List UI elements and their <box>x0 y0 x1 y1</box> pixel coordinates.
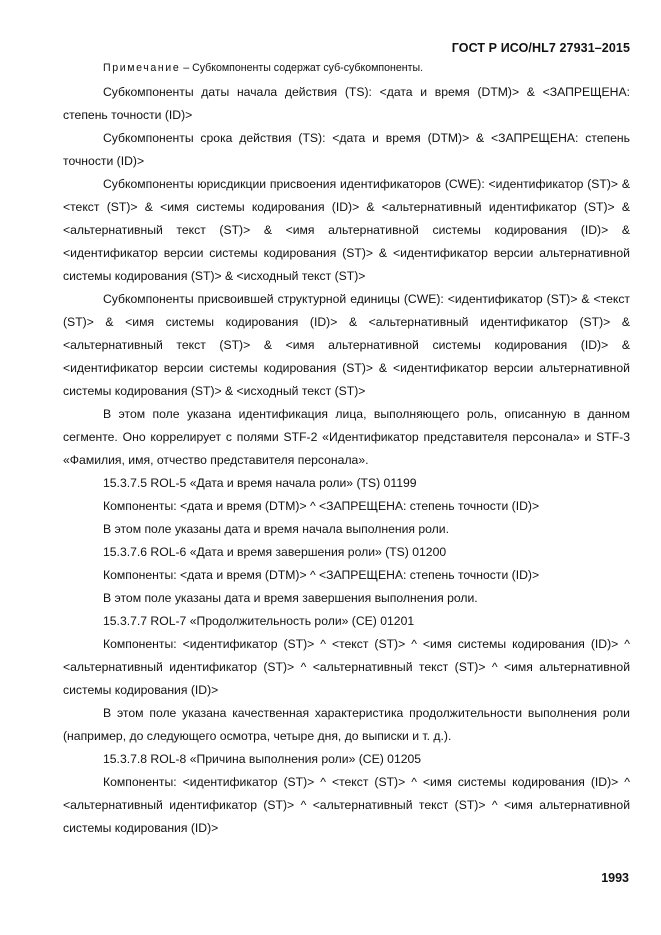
paragraph-rol-5-components: Компоненты: <дата и время (DTM)> ^ <ЗАПРЕЩЕНА: степень точности (ID)> <box>103 499 540 513</box>
paragraph-start-date-subcomponents: Субкомпоненты даты начала действия (TS): <дата и время (DTM)> & <ЗАПРЕЩЕНА: степень точности (ID)> <box>63 85 630 122</box>
paragraph-rol-5-description: В этом поле указаны дата и время начала выполнения роли. <box>103 522 449 536</box>
section-heading-rol-5: 15.3.7.5 ROL-5 «Дата и время начала роли» (TS) 01199 <box>103 476 417 490</box>
paragraph-rol-8-components: Компоненты: <идентификатор (ST)> ^ <текст (ST)> ^ <имя системы кодирования (ID)> ^ <альтернативный идентификатор (ST)> ^ <альтернативный текст (ST)> ^ <имя альтернативной системы кодирования (ID)> <box>63 775 630 835</box>
note-text: – Субкомпоненты содержат суб-субкомпоненты. <box>180 62 424 74</box>
paragraph-rol-7-components: Компоненты: <идентификатор (ST)> ^ <текст (ST)> ^ <имя системы кодирования (ID)> ^ <альтернативный идентификатор (ST)> ^ <альтернативный текст (ST)> ^ <имя альтернативной системы кодирования (ID)> <box>63 637 630 697</box>
section-heading-rol-8: 15.3.7.8 ROL-8 «Причина выполнения роли» (CE) 01205 <box>103 752 422 766</box>
paragraph-person-identification: В этом поле указана идентификация лица, выполняющего роль, описанную в данном сегменте. Оно коррелирует с полями STF-2 «Идентификатор представителя персонала» и STF-3 «Фамилия, имя, отчество представителя персонала». <box>63 407 630 467</box>
paragraph-rol-6-description: В этом поле указаны дата и время завершения выполнения роли. <box>103 591 478 605</box>
note <box>63 59 630 78</box>
standard-header: ГОСТ Р ИСО/HL7 27931–2015 <box>451 41 630 55</box>
paragraph-assigning-unit-subcomponents: Субкомпоненты присвоившей структурной единицы (CWE): <идентификатор (ST)> & <текст (ST)> & <имя системы кодирования (ID)> & <альтернативный идентификатор (ST)> & <альтернативный текст (ST)> & <имя альтернативной системы кодирования (ID)> & <идентификатор версии системы кодирования (ST)> & <идентификатор версии альтернативной системы кодирования (ST)> & <исходный текст (ST)> <box>63 292 630 398</box>
paragraph-rol-7-description: В этом поле указана качественная характеристика продолжительности выполнения роли (например, до следующего осмотра, четыре дня, до выписки и т. д.). <box>63 706 630 743</box>
paragraph-duration-subcomponents: Субкомпоненты срока действия (TS): <дата и время (DTM)> & <ЗАПРЕЩЕНА: степень точности (ID)> <box>63 131 630 168</box>
section-heading-rol-6: 15.3.7.6 ROL-6 «Дата и время завершения роли» (TS) 01200 <box>103 545 447 559</box>
paragraph-jurisdiction-subcomponents: Субкомпоненты юрисдикции присвоения идентификаторов (CWE): <идентификатор (ST)> & <текст (ST)> & <имя системы кодирования (ID)> & <альтернативный идентификатор (ST)> & <альтернативный текст (ST)> & <имя альтернативной системы кодирования (ID)> & <идентификатор версии системы кодирования (ST)> & <идентификатор версии альтернативной системы кодирования (ST)> & <исходный текст (ST)> <box>63 177 630 283</box>
note-label: Примечание <box>103 62 181 74</box>
page-number: 1993 <box>601 871 629 885</box>
section-heading-rol-7: 15.3.7.7 ROL-7 «Продолжительность роли» (CE) 01201 <box>103 614 415 628</box>
paragraph-rol-6-components: Компоненты: <дата и время (DTM)> ^ <ЗАПРЕЩЕНА: степень точности (ID)> <box>103 568 540 582</box>
page-body <box>63 59 630 840</box>
